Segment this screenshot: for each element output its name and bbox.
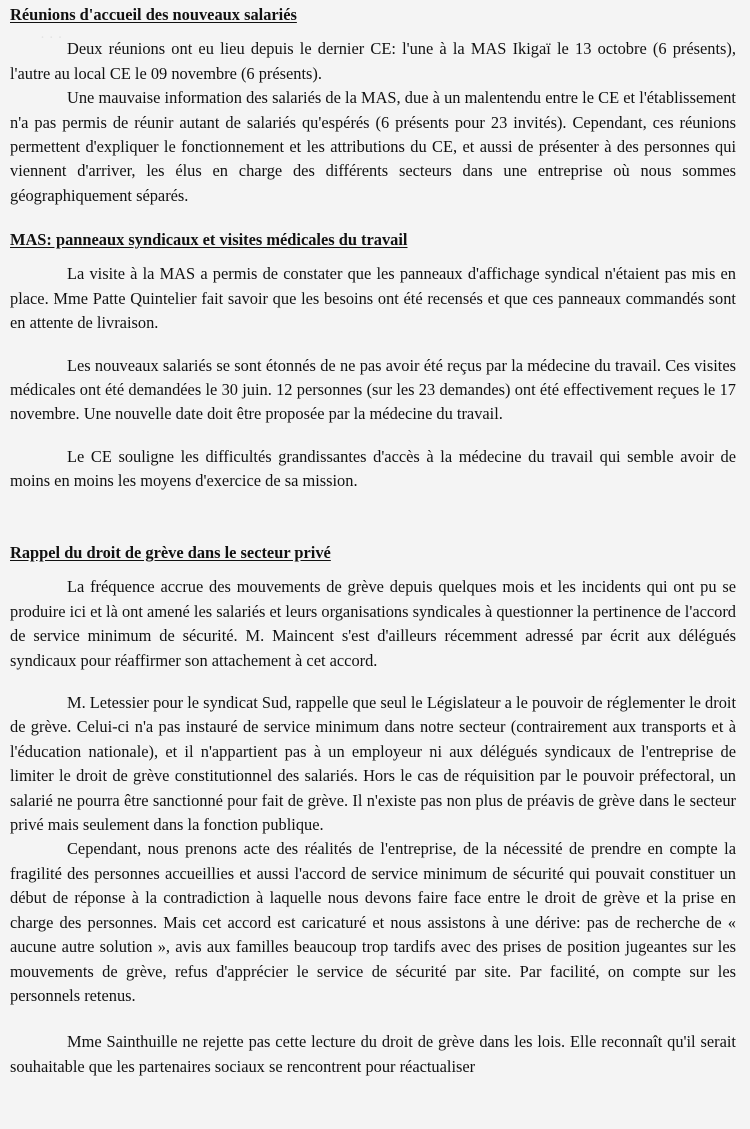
- paragraph: Les nouveaux salariés se sont étonnés de ne pas avoir été reçus par la médecine du travail. Ces visites médicales ont été demandées le 30 juin. 12 personnes (sur les 23 demandes) ont été effectivement reçues le 17 novembre. Une nouvelle date doit être proposée par la médecine du travail.: [10, 355, 736, 424]
- section-heading: Rappel du droit de grève dans le secteur privé: [10, 543, 331, 562]
- show-through-marks: · · ·: [40, 30, 63, 46]
- section-reunions-accueil: [10, 3, 736, 208]
- section-heading: Réunions d'accueil des nouveaux salariés: [10, 5, 297, 24]
- section-droit-de-greve: [10, 541, 736, 1079]
- paragraph: Mme Sainthuille ne rejette pas cette lecture du droit de grève dans les lois. Elle reconnaît qu'il serait souhaitable que les partenaires sociaux se rencontrent pour réactualiser: [10, 1032, 736, 1076]
- paragraph: La fréquence accrue des mouvements de grève depuis quelques mois et les incidents qui ont pu se produire ici et là ont amené les salariés et leurs organisations syndicales à questionner la pertinence de l'accord de service minimum de sécurité. M. Maincent s'est d'ailleurs récemment adressé par écrit aux délégués syndicaux pour réaffirmer son attachement à cet accord.: [10, 577, 736, 670]
- section-heading: MAS: panneaux syndicaux et visites médicales du travail: [10, 230, 408, 249]
- paragraph: Cependant, nous prenons acte des réalités de l'entreprise, de la nécessité de prendre en compte la fragilité des personnes accueillies et aussi l'accord de service minimum de sécurité qui pouvait constituer un début de réponse à la contradiction à laquelle nous devons faire face entre le droit de grève et la prise en charge des personnes. Mais cet accord est caricaturé et nous assistons à une dérive: pas de recherche de « aucune autre solution », avis aux familles beaucoup trop tardifs avec des prises de position jugeantes sur les mouvements de grève, refus d'apprécier le service de sécurité par site. Par facilité, on compte sur les personnels retenus.: [10, 839, 736, 1005]
- paragraph: La visite à la MAS a permis de constater que les panneaux d'affichage syndical n'étaient pas mis en place. Mme Patte Quintelier fait savoir que les besoins ont été recensés et que ces panneaux commandés sont en attente de livraison.: [10, 264, 736, 333]
- paragraph: Le CE souligne les difficultés grandissantes d'accès à la médecine du travail qui semble avoir de moins en moins les moyens d'exercice de sa mission.: [10, 446, 736, 491]
- paragraph: Une mauvaise information des salariés de la MAS, due à un malentendu entre le CE et l'établissement n'a pas permis de réunir autant de salariés qu'espérés (6 présents pour 23 invités). Cependant, ces réunions permettent d'expliquer le fonctionnement et les attributions du CE, et aussi de présenter à des personnes qui viennent d'arriver, les élus en charge des différents secteurs dans une entreprise où nous sommes géographiquement séparés.: [10, 88, 736, 205]
- section-mas-panneaux: [10, 228, 736, 494]
- paragraph: Deux réunions ont eu lieu depuis le dernier CE: l'une à la MAS Ikigaï le 13 octobre (6 présents), l'autre au local CE le 09 novembre (6 présents).: [10, 39, 736, 83]
- paragraph: M. Letessier pour le syndicat Sud, rappelle que seul le Législateur a le pouvoir de réglementer le droit de grève. Celui-ci n'a pas instauré de service minimum dans notre secteur (contrairement aux transports et à l'éducation nationale), et il n'appartient pas à un employeur ni aux délégués syndicaux de l'entreprise de limiter le droit de grève constitutionnel des salariés. Hors le cas de réquisition par le pouvoir préfectoral, un salarié ne pourra être sanctionné pour fait de grève. Il n'existe pas non plus de préavis de grève dans le secteur privé mais seulement dans la fonction publique.: [10, 693, 736, 835]
